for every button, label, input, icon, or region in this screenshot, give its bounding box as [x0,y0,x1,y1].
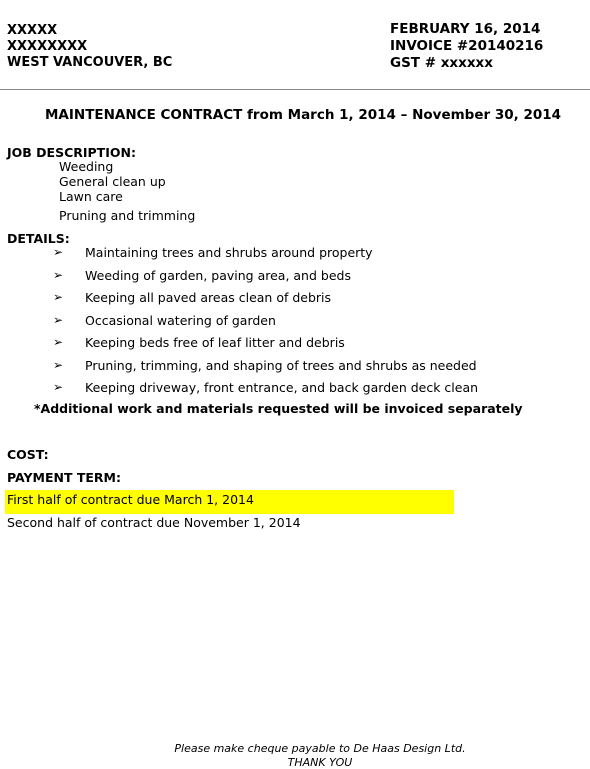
additional-work-note: *Additional work and materials requested will be invoiced separately [34,401,523,416]
job-item: Pruning and trimming [59,208,196,223]
address-line-2: XXXXXXXX [7,39,88,54]
bullet-arrow-icon: ➢ [53,335,64,349]
address-line-3: WEST VANCOUVER, BC [7,55,173,70]
details-label: DETAILS: [7,231,70,246]
detail-item: Keeping beds free of leaf litter and debris [85,335,345,350]
detail-item: Pruning, trimming, and shaping of trees and shrubs as needed [85,358,477,373]
detail-item: Maintaining trees and shrubs around property [85,245,373,260]
invoice-date: FEBRUARY 16, 2014 [390,21,541,37]
footer-thank-you: THANK YOU [287,756,353,769]
detail-item: Keeping all paved areas clean of debris [85,290,332,305]
address-line-1: XXXXX [7,23,58,38]
header-divider [0,89,590,90]
bullet-arrow-icon: ➢ [53,358,64,372]
bullet-arrow-icon: ➢ [53,380,64,394]
bullet-arrow-icon: ➢ [53,290,64,304]
job-item: General clean up [59,174,166,189]
job-item: Lawn care [59,189,123,204]
detail-item: Occasional watering of garden [85,313,276,328]
payment-term-label: PAYMENT TERM: [7,470,121,485]
payment-second-half: Second half of contract due November 1, 2014 [7,515,301,530]
invoice-number: INVOICE #20140216 [390,38,544,54]
job-description-label: JOB DESCRIPTION: [7,145,136,160]
job-item: Weeding [59,159,114,174]
bullet-arrow-icon: ➢ [53,245,64,259]
contract-title: MAINTENANCE CONTRACT from March 1, 2014 – November 30, 2014 [45,107,562,123]
bullet-arrow-icon: ➢ [53,313,64,327]
detail-item: Keeping driveway, front entrance, and back garden deck clean [85,380,479,395]
gst-number: GST # xxxxxx [390,55,493,71]
cost-label: COST: [7,447,49,462]
payment-first-half: First half of contract due March 1, 2014 [7,492,254,507]
bullet-arrow-icon: ➢ [53,268,64,282]
detail-item: Weeding of garden, paving area, and beds [85,268,351,283]
footer-payable-note: Please make cheque payable to De Haas Design Ltd. [174,742,466,755]
